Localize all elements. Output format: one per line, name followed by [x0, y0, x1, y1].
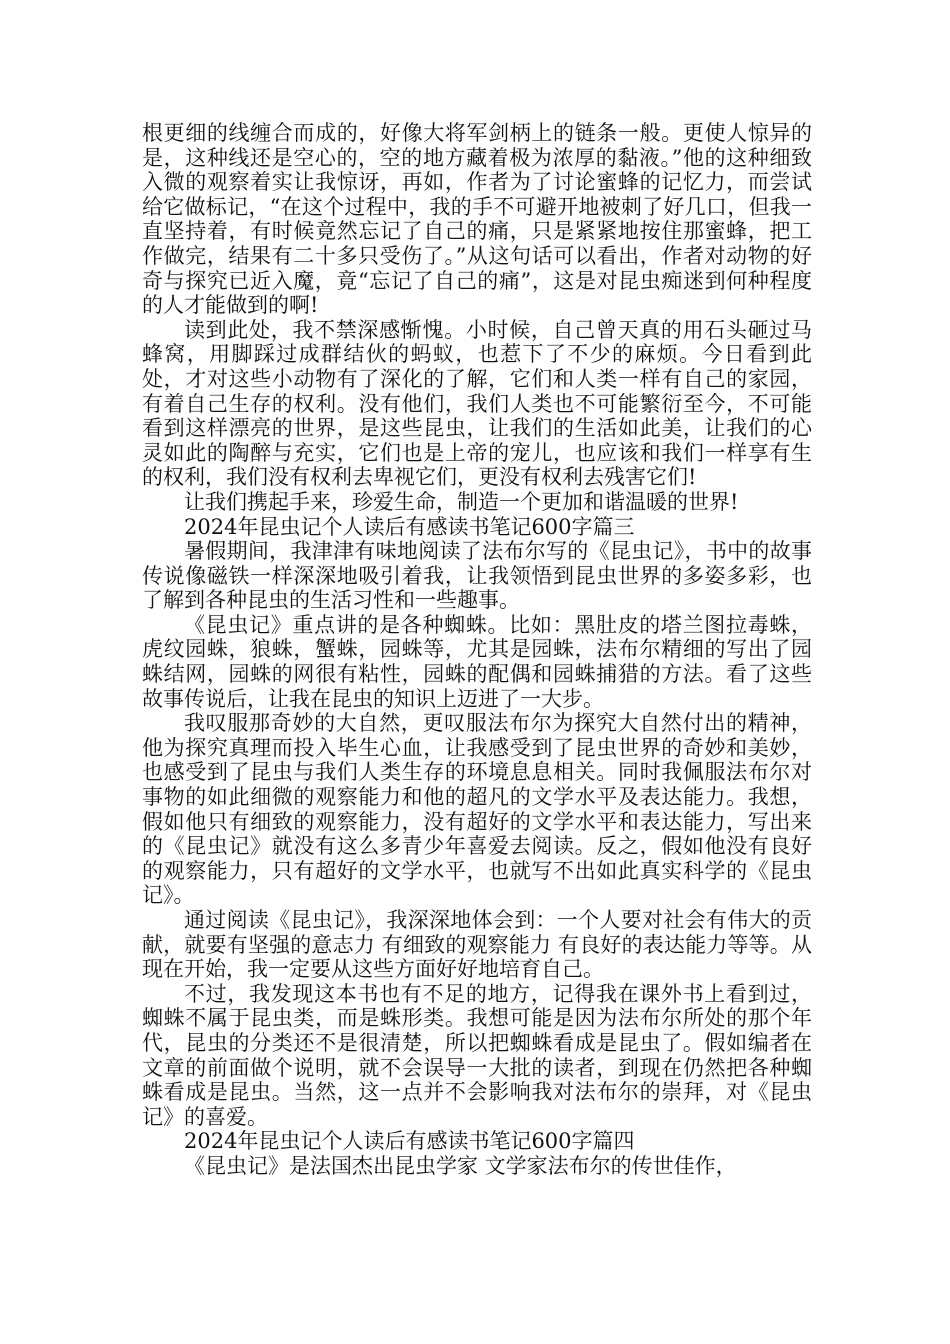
- paragraph-lesson: 通过阅读《昆虫记》，我深深地体会到：一个人要对社会有伟大的贡献，就要有坚强的意志力 有细致的观察能力 有良好的表达能力等等。从现在开始，我一定要从这些方面好好地培育自己。: [142, 908, 812, 982]
- paragraph-continuation: 根更细的线缠合而成的，好像大将军剑柄上的链条一般。更使人惊异的是，这种线还是空心的，空的地方藏着极为浓厚的黏液。”他的这种细致入微的观察着实让我惊讶，再如，作者为了讨论蜜蜂的记忆力，而尝试给它做标记，“在这个过程中，我的手不可避开地被刺了好几口，但我一直坚持着，有时候竟然忘记了自己的痛，只是紧紧地按住那蜜蜂，把工作做完，结果有二十多只受伤了。”从这句话可以看出，作者对动物的好奇与探究已近入魔，竟“忘记了自己的痛”，这是对昆虫痴迷到何种程度的人才能做到的啊!: [142, 121, 812, 318]
- paragraph-spiders: 《昆虫记》重点讲的是各种蜘蛛。比如：黑肚皮的塔兰图拉毒蛛，虎纹园蛛，狼蛛，蟹蛛，园蛛等，尤其是园蛛，法布尔精细的写出了园蛛结网，园蛛的网很有粘性，园蛛的配偶和园蛛捕猎的方法。看了这些故事传说后，让我在昆虫的知识上迈进了一大步。: [142, 612, 812, 711]
- document-page: [142, 121, 812, 1179]
- paragraph-summer-reading: 暑假期间，我津津有味地阅读了法布尔写的《昆虫记》，书中的故事传说像磁铁一样深深地吸引着我，让我领悟到昆虫世界的多姿多彩，也了解到各种昆虫的生活习性和一些趣事。: [142, 539, 812, 613]
- paragraph-intro-part-four: 《昆虫记》是法国杰出昆虫学家 文学家法布尔的传世佳作，: [184, 1153, 737, 1178]
- paragraph-shortcoming: 不过，我发现这本书也有不足的地方，记得我在课外书上看到过，蜘蛛不属于昆虫类，而是蛛形类。我想可能是因为法布尔所处的那个年代，昆虫的分类还不是很清楚，所以把蜘蛛看成是昆虫了。假如编者在文章的前面做个说明，就不会误导一大批的读者，到现在仍然把各种蜘蛛看成是昆虫。当然，这一点并不会影响我对法布尔的崇拜，对《昆虫记》的喜爱。: [142, 981, 812, 1129]
- paragraph-reflection: 读到此处，我不禁深感惭愧。小时候，自己曾天真的用石头砸过马蜂窝，用脚踩过成群结伙的蚂蚁，也惹下了不少的麻烦。今日看到此处，才对这些小动物有了深化的了解，它们和人类一样有自己的家园，有着自己生存的权利。没有他们，我们人类也不可能繁衍至今，不可能看到这样漂亮的世界，是这些昆虫，让我们的生活如此美，让我们的心灵如此的陶醉与充实，它们也是上帝的宠儿，也应该和我们一样享有生的权利，我们没有权利去卑视它们，更没有权利去残害它们!: [142, 317, 812, 490]
- section-heading-part-four: 2024年昆虫记个人读后有感读书笔记600字篇四: [184, 1129, 635, 1154]
- paragraph-admiration: 我叹服那奇妙的大自然，更叹服法布尔为探究大自然付出的精神，他为探究真理而投入毕生心血，让我感受到了昆虫世界的奇妙和美妙，也感受到了昆虫与我们人类生存的环境息息相关。同时我佩服法布尔对事物的如此细微的观察能力和他的超凡的文学水平及表达能力。我想，假如他只有细致的观察能力，没有超好的文学水平和表达能力，写出来的《昆虫记》就没有这么多青少年喜爱去阅读。反之，假如他没有良好的观察能力，只有超好的文学水平，也就写不出如此真实科学的《昆虫记》。: [142, 711, 812, 908]
- paragraph-call-to-action: 让我们携起手来，珍爱生命，制造一个更加和谐温暖的世界!: [184, 489, 739, 514]
- section-heading-part-three: 2024年昆虫记个人读后有感读书笔记600字篇三: [184, 514, 635, 539]
